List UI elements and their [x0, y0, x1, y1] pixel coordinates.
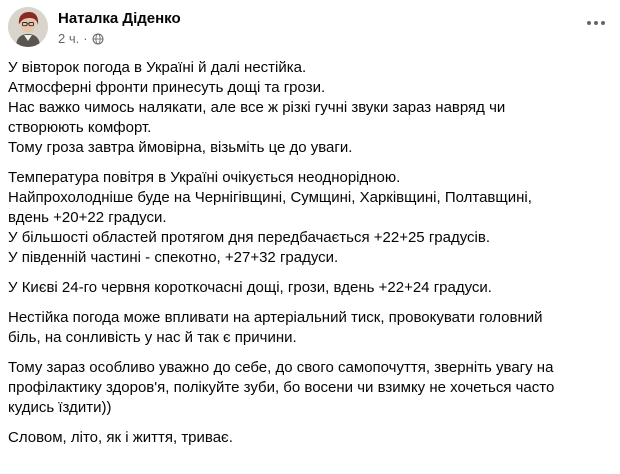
- text-line: У південній частині - спекотно, +27+32 градуси.: [8, 249, 339, 266]
- text-line: У більшості областей протягом дня передбачається +22+25 градусів.: [8, 229, 491, 246]
- author-name[interactable]: Наталка Діденко: [58, 10, 181, 27]
- text-line: У вівторок погода в Україні й далі нестійка.: [8, 59, 307, 76]
- avatar[interactable]: [8, 7, 48, 47]
- avatar-image: [8, 7, 48, 47]
- paragraph-4: [8, 308, 608, 348]
- post-text: [8, 58, 608, 458]
- post-meta: [58, 31, 104, 46]
- paragraph-5: [8, 358, 608, 418]
- paragraph-3: [8, 278, 608, 298]
- text-line: Атмосферні фронти принесуть дощі та грози.: [8, 79, 326, 96]
- meta-separator: ·: [83, 31, 88, 46]
- text-line: Тому гроза завтра ймовірна, візьміть це до уваги.: [8, 139, 353, 156]
- paragraph-2: [8, 168, 608, 268]
- text-line: Найпрохолодніше буде на Чернігівщині, Сумщині, Харківщині, Полтавщині,: [8, 189, 532, 206]
- text-line: біль, на сонливість у нас й так є причини.: [8, 329, 297, 346]
- more-options-button[interactable]: [580, 11, 612, 35]
- text-line: Нестійка погода може впливати на артеріальний тиск, провокувати головний: [8, 309, 543, 326]
- text-line: У Києві 24-го червня короткочасні дощі, грози, вдень +22+24 градуси.: [8, 279, 492, 296]
- globe-icon[interactable]: [92, 33, 104, 45]
- text-line: Тому зараз особливо уважно до себе, до свого самопочуття, зверніть увагу на: [8, 359, 554, 376]
- text-line: Температура повітря в Україні очікується неоднорідною.: [8, 169, 401, 186]
- paragraph-6: [8, 428, 608, 448]
- text-line: кудись їздити)): [8, 399, 112, 416]
- text-line: вдень +20+22 градуси.: [8, 209, 167, 226]
- text-line: Словом, літо, як і життя, триває.: [8, 429, 233, 446]
- post-time[interactable]: 2 ч.: [58, 31, 80, 46]
- post-header: [8, 7, 612, 51]
- text-line: профілактику здоров'я, полікуйте зуби, бо восени чи взимку не хочеться часто: [8, 379, 555, 396]
- paragraph-1: [8, 58, 608, 158]
- text-line: Нас важко чимось налякати, але все ж різкі гучні звуки зараз навряд чи: [8, 99, 506, 116]
- text-line: створюють комфорт.: [8, 119, 152, 136]
- more-horizontal-icon: [586, 20, 606, 26]
